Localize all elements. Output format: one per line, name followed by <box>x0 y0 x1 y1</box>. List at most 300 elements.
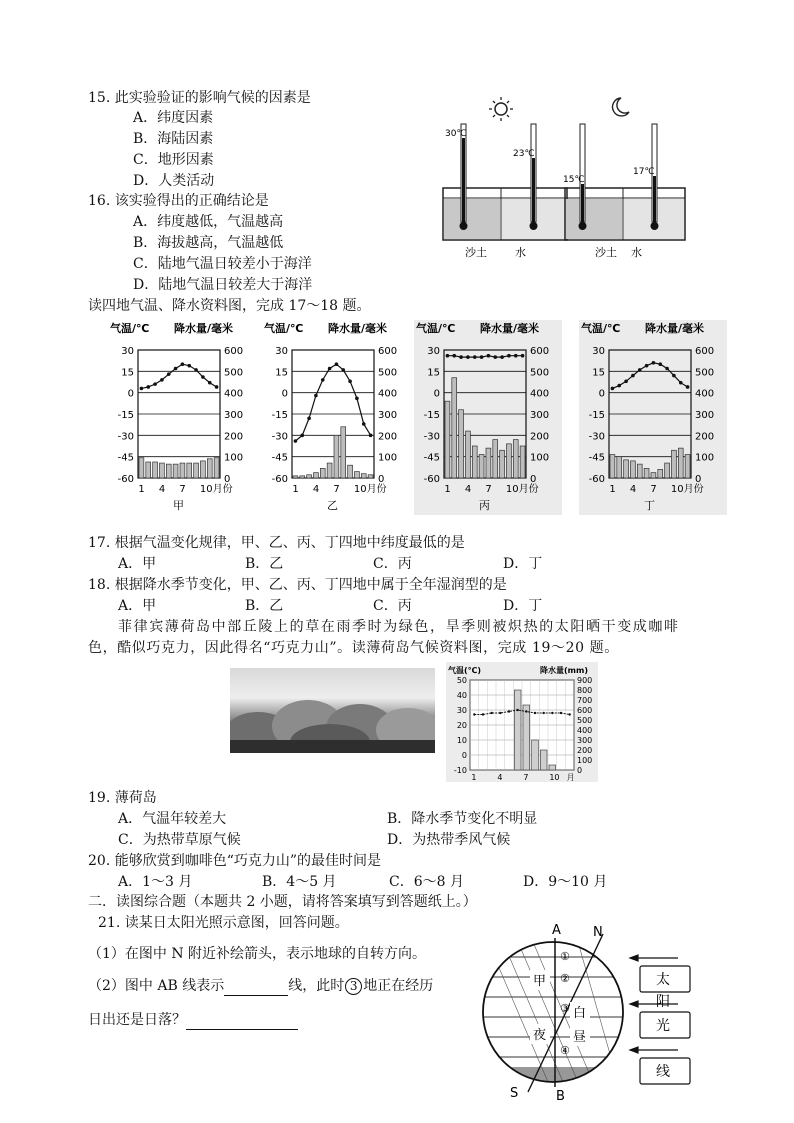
temp-tick-label: -60 <box>117 474 134 485</box>
precipitation-bar <box>466 431 471 478</box>
label-point-1: ① <box>560 950 570 963</box>
temperature-point <box>174 367 178 371</box>
precip-tick-label: 0 <box>577 766 583 775</box>
precip-tick-label: 300 <box>224 410 244 421</box>
thermometer-water-day <box>530 124 538 230</box>
label-water-right: 水 <box>631 246 642 259</box>
temp-tick-label: -45 <box>117 452 134 464</box>
temp-tick-label: 10 <box>456 736 467 745</box>
temperature-point <box>507 354 511 358</box>
temp-tick-label: 15 <box>121 367 134 379</box>
precipitation-bar <box>514 690 521 770</box>
precip-tick-label: 500 <box>530 367 550 379</box>
q19-option-a[interactable]: A．气温年较差大 <box>118 811 227 827</box>
temp-water-day: 23℃ <box>513 149 535 159</box>
temperature-point <box>551 712 553 714</box>
q20-option-c[interactable]: C．6～8 月 <box>389 874 464 890</box>
temp-tick-label: 30 <box>275 346 288 357</box>
temperature-point <box>568 713 570 715</box>
precip-tick-label: 0 <box>378 474 385 485</box>
precip-tick-label: 500 <box>577 716 593 725</box>
label-day: 白 <box>573 1006 587 1021</box>
precip-tick-label: 400 <box>577 726 593 735</box>
temperature-point <box>194 368 198 372</box>
temperature-point <box>160 378 164 382</box>
precipitation-bar <box>486 448 491 478</box>
temperature-point <box>665 367 669 371</box>
precipitation-bar <box>207 459 212 478</box>
temperature-point <box>631 374 635 378</box>
climate-chart-bing <box>414 320 562 515</box>
temp-tick-label: 30 <box>592 346 605 357</box>
temperature-point <box>611 387 615 391</box>
precipitation-bar <box>513 440 518 478</box>
passage-line-1: 菲律宾薄荷岛中部丘陵上的草在雨季时为绿色，旱季则被炽热的太阳晒干变成咖啡 <box>118 619 680 635</box>
precip-tick-label: 300 <box>530 410 550 421</box>
q17-stem: 17. 根据气温变化规律，甲、乙、丙、丁四地中纬度最低的是 <box>88 535 465 551</box>
precipitation-bar <box>300 476 305 478</box>
precip-tick-label: 600 <box>695 346 715 357</box>
thermometer-land-day <box>460 124 468 230</box>
precipitation-bar <box>479 455 484 478</box>
precip-tick-label: 200 <box>530 431 550 443</box>
sun-icon <box>489 97 513 121</box>
label-s: S <box>510 1086 519 1101</box>
temperature-point <box>348 379 352 383</box>
precipitation-bar <box>540 750 547 770</box>
month-tick-label: 1 <box>292 484 299 495</box>
precip-tick-label: 400 <box>530 388 550 400</box>
temperature-point <box>499 712 501 714</box>
month-tick-label: 1 <box>138 484 145 495</box>
precipitation-bar <box>334 435 339 478</box>
q18-option-a[interactable]: A．甲 <box>118 598 157 614</box>
temp-tick-label: -60 <box>271 474 288 485</box>
precip-tick-label: 100 <box>224 452 244 464</box>
precipitation-bar <box>658 469 663 478</box>
temperature-point <box>473 713 475 715</box>
precip-tick-label: 500 <box>224 367 244 379</box>
precipitation-bar <box>672 450 677 478</box>
q16-stem: 16. 该实验得出的正确结论是 <box>88 193 269 209</box>
precipitation-bar <box>445 401 450 478</box>
precip-tick-label: 800 <box>577 686 593 695</box>
temp-water-night: 17℃ <box>633 167 655 177</box>
q19-option-b[interactable]: B．降水季节变化不明显 <box>387 811 538 827</box>
precip-tick-label: 600 <box>577 706 593 715</box>
temp-tick-label: -15 <box>271 410 288 421</box>
temp-land-night: 15℃ <box>563 175 585 185</box>
temperature-point <box>638 368 642 372</box>
temperature-point <box>294 439 298 443</box>
temperature-point <box>525 710 527 712</box>
q21-part-2-text-c: 地正在经历 <box>363 978 434 994</box>
climate-chart-jia <box>108 320 256 520</box>
precipitation-bar <box>637 464 642 478</box>
month-tick-label: 4 <box>497 773 503 782</box>
month-tick-label: 7 <box>523 773 529 782</box>
precipitation-bar <box>173 464 178 478</box>
q15-option-a[interactable]: A．纬度因素 <box>133 110 214 126</box>
temperature-point <box>500 355 504 359</box>
precipitation-bar <box>651 473 656 478</box>
temperature-axis-label: 气温/℃ <box>416 322 456 335</box>
precipitation-axis-label: 降水量/毫米 <box>328 322 388 335</box>
temperature-point <box>300 434 304 438</box>
month-tick-label: 4 <box>158 484 166 495</box>
precipitation-bar <box>166 464 171 478</box>
precipitation-bar <box>459 410 464 478</box>
temperature-point <box>686 385 690 389</box>
precipitation-bar <box>610 455 615 478</box>
precip-tick-label: 300 <box>695 410 715 421</box>
month-tick-label: 7 <box>485 484 492 495</box>
temperature-point <box>140 387 144 391</box>
precip-tick-label: 0 <box>224 474 231 485</box>
q21-part-2-text-b: 线，此时 <box>288 978 345 994</box>
temp-tick-label: 20 <box>456 721 467 730</box>
q21-stem: 21. 读某日太阳光照示意图，回答问题。 <box>98 915 349 931</box>
temp-tick-label: -30 <box>588 431 605 443</box>
temperature-point <box>328 367 332 371</box>
answer-blank-sunrise-sunset[interactable] <box>186 1013 298 1030</box>
label-dark-area: 甲 <box>533 974 547 989</box>
precipitation-bar <box>201 461 206 478</box>
sun-label-4: 线 <box>656 1064 670 1080</box>
temperature-point <box>514 354 518 358</box>
temperature-line <box>141 364 216 388</box>
q19-stem: 19. 薄荷岛 <box>88 790 157 806</box>
temperature-point <box>215 385 219 389</box>
temperature-point <box>658 362 662 366</box>
temp-tick-label: 0 <box>127 388 134 400</box>
temperature-point <box>493 355 497 359</box>
q21-part-2 <box>88 976 433 996</box>
precipitation-bar <box>327 463 332 478</box>
temperature-point <box>362 422 366 426</box>
precip-tick-label: 500 <box>378 367 398 379</box>
precipitation-bar <box>307 475 312 478</box>
temperature-point <box>560 712 562 714</box>
intro-17-18: 读四地气温、降水资料图，完成 17～18 题。 <box>88 298 371 314</box>
q20-option-a[interactable]: A．1～3 月 <box>118 874 193 890</box>
month-tick-label: 10月份 <box>505 484 539 495</box>
temperature-point <box>473 355 477 359</box>
temp-tick-label: 40 <box>456 691 467 700</box>
label-b: B <box>556 1089 565 1102</box>
temperature-point <box>335 362 339 366</box>
temp-tick-label: 0 <box>461 751 467 760</box>
temperature-point <box>516 709 518 711</box>
label-point-3: ③ <box>560 1002 570 1015</box>
precip-tick-label: 0 <box>695 474 702 485</box>
q17-option-b[interactable]: B．乙 <box>245 556 284 572</box>
precip-tick-label: 300 <box>577 736 593 745</box>
globe-illumination-diagram <box>478 922 708 1102</box>
temp-tick-label: -30 <box>271 431 288 443</box>
chart-name-label: 甲 <box>173 499 184 512</box>
label-day-2: 昼 <box>573 1030 587 1045</box>
q16-option-c[interactable]: C．陆地气温日较差小于海洋 <box>133 256 312 272</box>
q19-option-d[interactable]: D．为热带季风气候 <box>387 832 511 848</box>
temp-tick-label: 30 <box>456 706 467 715</box>
temperature-point <box>321 378 325 382</box>
precip-tick-label: 400 <box>224 388 244 400</box>
label-a: A <box>552 923 561 938</box>
temp-tick-label: -15 <box>117 410 134 421</box>
temperature-point <box>146 385 150 389</box>
temperature-point <box>652 361 656 365</box>
q17-option-d[interactable]: D．丁 <box>503 556 543 572</box>
temperature-point <box>187 364 191 368</box>
temperature-axis-label: 气温/℃ <box>581 322 621 335</box>
thermometer-water-night <box>651 124 659 230</box>
precip-tick-label: 500 <box>695 367 715 379</box>
label-water-left: 水 <box>515 246 526 259</box>
precip-tick-label: 600 <box>224 346 244 357</box>
month-tick-label: 1 <box>609 484 616 495</box>
temperature-point <box>355 397 359 401</box>
climate-chart-bohol <box>446 662 598 782</box>
precip-tick-label: 200 <box>577 746 593 755</box>
temp-tick-label: 15 <box>275 367 288 379</box>
precip-tick-label: 200 <box>378 431 398 443</box>
q18-option-d[interactable]: D．丁 <box>503 598 543 614</box>
passage-line-2: 色，酷似巧克力，因此得名“巧克力山”。读薄荷岛气候资料图，完成 19～20 题。 <box>88 640 619 656</box>
temp-tick-label: -10 <box>453 766 467 775</box>
temperature-point <box>466 355 470 359</box>
precipitation-bar <box>520 446 525 478</box>
chart-name-label: 丙 <box>479 499 490 512</box>
precip-tick-label: 400 <box>378 388 398 400</box>
precipitation-bar <box>146 462 151 478</box>
q15-option-c[interactable]: C．地形因素 <box>133 152 214 168</box>
precipitation-bar <box>180 463 185 478</box>
precipitation-bar <box>348 465 353 478</box>
precip-tick-label: 100 <box>695 452 715 464</box>
q16-option-a[interactable]: A．纬度越低，气温越高 <box>133 214 284 230</box>
temperature-point <box>369 434 373 438</box>
precipitation-bar <box>472 446 477 478</box>
month-tick-label: 10 <box>549 773 560 782</box>
q15-stem: 15. 此实验验证的影响气候的因素是 <box>88 90 311 106</box>
q18-option-b[interactable]: B．乙 <box>245 598 284 614</box>
label-point-4: ④ <box>560 1044 570 1057</box>
q16-option-b[interactable]: B．海拔越高，气温越低 <box>133 235 284 251</box>
chocolate-hills-photo <box>230 668 435 753</box>
q17-option-a[interactable]: A．甲 <box>118 556 157 572</box>
temperature-point <box>542 712 544 714</box>
temperature-point <box>534 712 536 714</box>
precipitation-bar <box>523 705 530 770</box>
precip-tick-label: 300 <box>378 410 398 421</box>
temperature-point <box>508 710 510 712</box>
climate-chart-yi <box>262 320 410 520</box>
temperature-point <box>459 355 463 359</box>
precipitation-bar <box>685 455 690 478</box>
q19-option-c[interactable]: C．为热带草原气候 <box>118 832 241 848</box>
precipitation-axis-label: 降水量/毫米 <box>174 322 234 335</box>
label-sand-right: 沙土 <box>595 246 617 259</box>
temp-tick-label: 50 <box>456 676 467 685</box>
temperature-point <box>480 355 484 359</box>
temperature-point <box>341 368 345 372</box>
label-sand-left: 沙土 <box>465 246 487 259</box>
precipitation-bar <box>549 765 556 770</box>
precipitation-bar <box>644 468 649 478</box>
temp-tick-label: -60 <box>423 474 440 485</box>
temperature-point <box>446 354 450 358</box>
answer-blank-ab-line[interactable] <box>224 979 288 996</box>
temp-tick-label: -45 <box>271 452 288 464</box>
temp-tick-label: 15 <box>427 367 440 379</box>
land-sea-experiment-diagram <box>435 92 695 262</box>
precipitation-bar <box>631 461 636 478</box>
temp-tick-label: -45 <box>423 452 440 464</box>
precipitation-bar <box>214 458 219 478</box>
precip-tick-label: 600 <box>530 346 550 357</box>
q21-part-1: （1）在图中 N 附近补绘箭头，表示地球的自转方向。 <box>88 946 427 962</box>
month-tick-label: 10月份 <box>670 484 704 495</box>
month-tick-label: 4 <box>629 484 637 495</box>
temperature-point <box>521 354 525 358</box>
month-tick-label: 7 <box>333 484 340 495</box>
section-2-heading: 二．读图综合题（本题共 2 小题，请将答案填写到答题纸上。） <box>88 894 477 910</box>
precipitation-bar <box>293 476 298 478</box>
label-n: N <box>593 925 603 940</box>
precip-tick-label: 700 <box>577 696 593 705</box>
temperature-point <box>487 354 491 358</box>
temperature-axis-label: 气温/℃ <box>110 322 150 335</box>
temp-tick-label: -45 <box>588 452 605 464</box>
temperature-axis-label: 气温/℃ <box>264 322 304 335</box>
temp-tick-label: -60 <box>588 474 605 485</box>
q21-part-2-question: 日出还是日落？ <box>88 1012 186 1028</box>
temperature-point <box>201 375 205 379</box>
precip-tick-label: 400 <box>695 388 715 400</box>
precip-tick-label: 100 <box>530 452 550 464</box>
precipitation-bar <box>153 462 158 478</box>
temperature-point <box>181 362 185 366</box>
q18-stem: 18. 根据降水季节变化，甲、乙、丙、丁四地中属于全年湿润型的是 <box>88 577 507 593</box>
precipitation-bar <box>194 463 199 478</box>
precipitation-bar <box>500 450 505 478</box>
precip-tick-label: 600 <box>378 346 398 357</box>
q17-option-c[interactable]: C．丙 <box>373 556 412 572</box>
month-tick-label: 7 <box>650 484 657 495</box>
precipitation-bar <box>187 463 192 478</box>
month-tick-label: 4 <box>312 484 320 495</box>
temp-tick-label: -15 <box>423 410 440 421</box>
temp-tick-label: 15 <box>592 367 605 379</box>
precip-tick-label: 200 <box>695 431 715 443</box>
month-tick-label: 7 <box>179 484 186 495</box>
temp-tick-label: 0 <box>598 388 605 400</box>
sun-label-1: 太 <box>656 972 670 988</box>
temperature-point <box>208 381 212 385</box>
q18-option-c[interactable]: C．丙 <box>373 598 412 614</box>
temperature-point <box>490 712 492 714</box>
q16-option-d[interactable]: D．陆地气温日较差大于海洋 <box>133 277 313 293</box>
month-tick-label: 10月份 <box>199 484 233 495</box>
month-tick-label: 1 <box>444 484 451 495</box>
moon-icon <box>613 98 629 116</box>
temp-land-day: 30℃ <box>445 129 467 139</box>
chart-name-label: 乙 <box>327 499 338 512</box>
precipitation-bar <box>617 457 622 478</box>
temperature-point <box>645 364 649 368</box>
precipitation-axis-label: 降水量/毫米 <box>480 322 540 335</box>
precipitation-bar <box>361 474 366 478</box>
temperature-point <box>624 379 628 383</box>
temp-tick-label: 30 <box>121 346 134 357</box>
temp-tick-label: 0 <box>433 388 440 400</box>
precipitation-bar <box>355 472 360 478</box>
temperature-point <box>679 381 683 385</box>
temperature-point <box>482 713 484 715</box>
q20-option-b[interactable]: B．4～5 月 <box>262 874 337 890</box>
precip-tick-label: 900 <box>577 676 593 685</box>
precipitation-bar <box>139 458 144 478</box>
q20-stem: 20. 能够欣赏到咖啡色“巧克力山”的最佳时间是 <box>88 853 382 869</box>
temperature-point <box>672 374 676 378</box>
precipitation-bar <box>678 448 683 478</box>
q21-part-2-cont <box>88 1010 298 1030</box>
month-tick-label: 10月份 <box>353 484 387 495</box>
point-3-marker: 3 <box>345 978 362 995</box>
temperature-line <box>295 364 370 441</box>
precipitation-bar <box>314 473 319 478</box>
precipitation-bar <box>532 740 539 770</box>
sun-label-2: 阳 <box>656 994 670 1010</box>
temperature-point <box>167 372 171 376</box>
temperature-point <box>307 416 311 420</box>
precipitation-bar <box>624 460 629 478</box>
precipitation-bar <box>507 444 512 478</box>
q15-option-d[interactable]: D．人类活动 <box>133 173 215 189</box>
precip-tick-label: 200 <box>224 431 244 443</box>
temp-tick-label: -30 <box>117 431 134 443</box>
precipitation-bar <box>160 463 165 478</box>
q21-part-2-text-a: （2）图中 AB 线表示 <box>88 978 225 994</box>
month-tick-label: 1 <box>471 773 477 782</box>
precipitation-axis-label: 降水量/毫米 <box>645 322 705 335</box>
month-tick-label: 4 <box>464 484 472 495</box>
precipitation-bar <box>341 427 346 478</box>
temperature-point <box>314 394 318 398</box>
sun-label-3: 光 <box>656 1018 670 1034</box>
precip-tick-label: 0 <box>530 474 537 485</box>
month-tick-label: 月 <box>566 773 575 782</box>
temperature-point <box>153 382 157 386</box>
label-point-2: ② <box>560 972 570 985</box>
precipitation-bar <box>320 468 325 478</box>
temp-tick-label: 30 <box>427 346 440 357</box>
precipitation-bar <box>493 440 498 478</box>
climate-chart-ding <box>579 320 727 515</box>
q15-option-b[interactable]: B．海陆因素 <box>133 131 214 147</box>
temp-tick-label: -30 <box>423 431 440 443</box>
q20-option-d[interactable]: D．9～10 月 <box>523 874 608 890</box>
precip-tick-label: 100 <box>378 452 398 464</box>
temp-tick-label: 0 <box>281 388 288 400</box>
temp-tick-label: -15 <box>588 410 605 421</box>
chart-name-label: 丁 <box>644 499 655 512</box>
precipitation-bar <box>665 463 670 478</box>
label-night: 夜 <box>533 1028 547 1043</box>
precip-tick-label: 100 <box>577 756 593 765</box>
temperature-axis-label: 气温(℃) <box>448 666 481 675</box>
